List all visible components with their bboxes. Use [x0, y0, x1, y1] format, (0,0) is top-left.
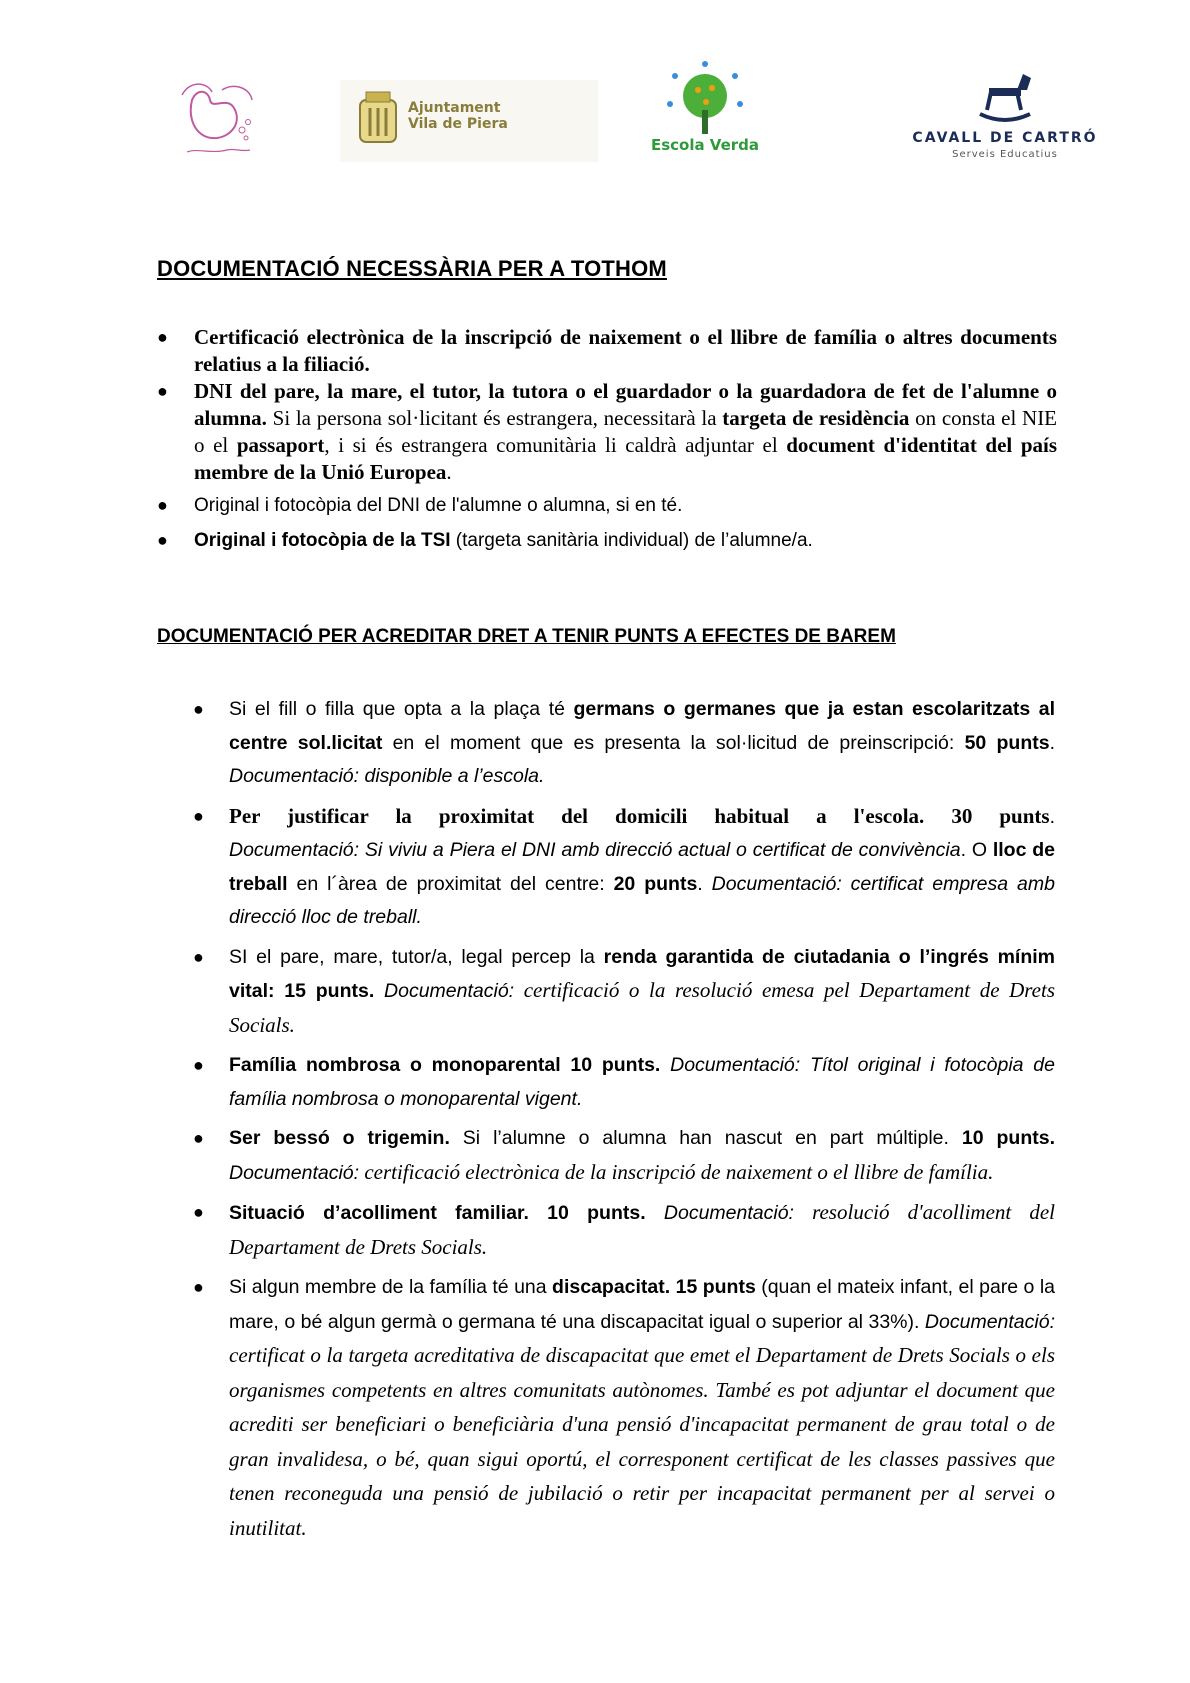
bullet-icon: ● — [193, 946, 204, 967]
list-item: ● Si algun membre de la família té una discapacitat. 15 punts (quan el mateix infant, el pare o la mare, o bé algun germà o germana té una discapacitat igual o superior al 33%). Documentació: certificat o la targeta acreditativa de discapacitat que emet el Departament de Drets Socials o els organismes competents en altres comunitats autònomes. També es pot adjuntar el document que acrediti ser beneficiari o beneficiària d'una pensió d'incapacitat permanent de grau total o de gran invalidesa, o bé, quan sigui oportú, el corresponent certificat de les classes passives que tenen reconeguda una pensió de jubilació o retir per incapacitat permanent per al servei o inutilitat. — [193, 1271, 1055, 1546]
bullet-icon: ● — [193, 699, 204, 719]
bullet-icon: ● — [193, 1055, 204, 1075]
section2-list — [193, 693, 1055, 1552]
ajuntament-line1: Ajuntament — [408, 100, 501, 116]
section1-title: DOCUMENTACIÓ NECESSÀRIA PER A TOTHOM — [157, 256, 667, 281]
bullet-icon: ● — [157, 495, 168, 515]
cavall-text: CAVALL DE CARTRÓ — [912, 130, 1098, 146]
ajuntament-logo — [340, 80, 598, 162]
section2-title: DOCUMENTACIÓ PER ACREDITAR DRET A TENIR PUNTS A EFECTES DE BAREM — [157, 626, 896, 647]
bullet-icon: ● — [193, 1277, 204, 1297]
bullet-icon: ● — [157, 327, 168, 347]
list-item: ● Original i fotocòpia del DNI de l'alumne o alumna, si en té. — [157, 492, 1057, 519]
list-item: ● Original i fotocòpia de la TSI (targeta sanitària individual) de l’alumne/a. — [157, 527, 1057, 554]
list-item: ● DNI del pare, la mare, el tutor, la tutora o el guardador o la guardadora de fet de l'alumne o alumna. Si la persona sol·licitant és estrangera, necessitarà la targeta de residència on consta el NIE o el passaport, i si és estrangera comunitària li caldrà adjuntar el document d'identitat del país membre de la Unió Europea. — [157, 379, 1058, 484]
list-item: ● Si el fill o filla que opta a la plaça té germans o germanes que ja estan escolaritzats al centre sol.licitat en el moment que es presenta la sol·licitud de preinscripció: 50 punts. Documentació: disponible a l’escola. — [193, 693, 1055, 794]
escola-bressol-logo — [172, 70, 264, 162]
escola-verda-logo — [640, 60, 770, 160]
rocking-horse-icon — [905, 70, 1105, 128]
section1-list — [157, 324, 1057, 554]
list-item: ● Situació d’acolliment familiar. 10 punts. Documentació: resolució d'acolliment del Departament de Drets Socials. — [193, 1196, 1055, 1265]
bullet-icon: ● — [193, 1202, 204, 1222]
bullet-icon: ● — [193, 805, 204, 826]
list-item: ● Família nombrosa o monoparental 10 punts. Documentació: Títol original i fotocòpia de família nombrosa o monoparental vigent. — [193, 1049, 1055, 1116]
bullet-icon: ● — [157, 530, 168, 550]
list-item: ● SI el pare, mare, tutor/a, legal percep la renda garantida de ciutadania o l’ingrés mínim vital: 15 punts. Documentació: certificació o la resolució emesa pel Departament de Drets Socials. — [193, 941, 1055, 1044]
list-item: ● Ser bessó o trigemin. Si l’alumne o alumna han nascut en part múltiple. 10 punts. Documentació: certificació electrònica de la inscripció de naixement o el llibre de família. — [193, 1122, 1055, 1190]
bullet-icon: ● — [193, 1128, 204, 1148]
cavall-subtext: Serveis Educatius — [952, 149, 1058, 160]
logo-header — [0, 60, 1190, 170]
coat-of-arms-icon — [356, 90, 400, 150]
escola-verda-text: Escola Verda — [650, 136, 760, 154]
bullet-icon: ● — [157, 381, 168, 401]
ajuntament-line2: Vila de Piera — [408, 116, 508, 132]
tree-sun-icon — [640, 60, 770, 136]
cavall-de-carto-logo — [905, 70, 1105, 160]
list-item: ● Certificació electrònica de la inscripció de naixement o el llibre de família o altres documents relatius a la filiació. — [157, 325, 1057, 376]
list-item: ● Per justificar la proximitat del domicili habitual a l'escola. 30 punts. Documentació: Si viviu a Piera el DNI amb direcció actual o certificat de convivència. O lloc de treball en l´àrea de proximitat del centre: 20 punts. Documentació: certificat empresa amb direcció lloc de treball. — [193, 800, 1055, 935]
